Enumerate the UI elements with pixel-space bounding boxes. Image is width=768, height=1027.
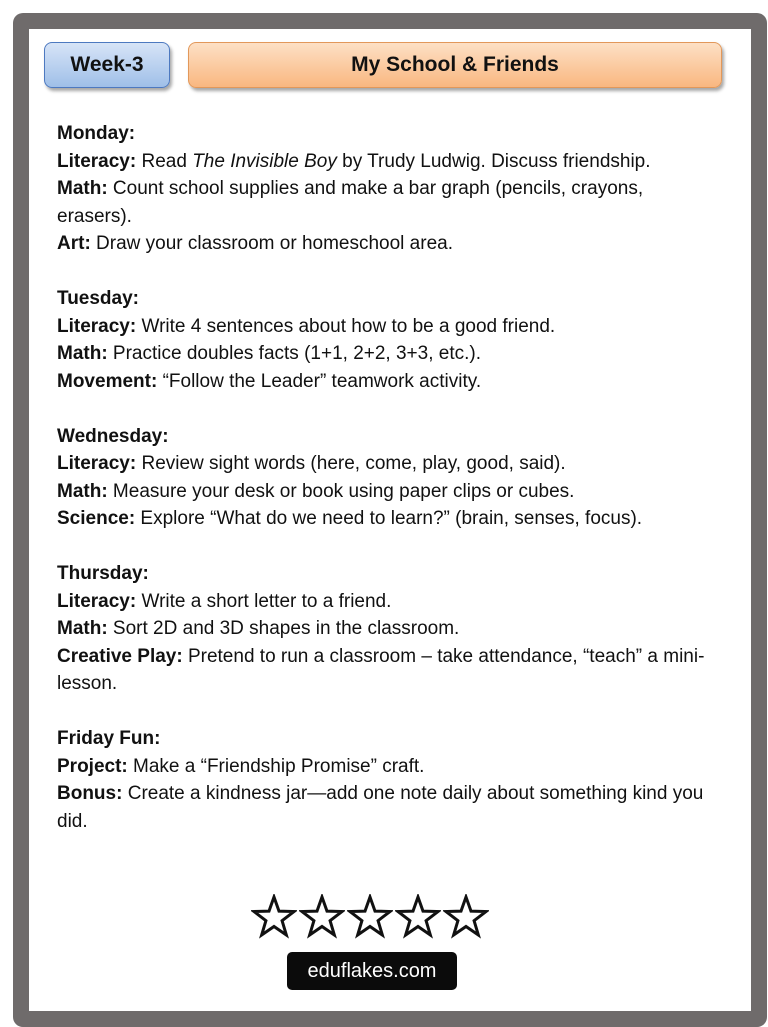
activity-text: Read — [136, 150, 193, 172]
site-url: eduflakes.com — [307, 959, 437, 982]
page-title: My School & Friends — [351, 53, 559, 76]
day-title: Tuesday: — [57, 288, 140, 309]
activity-item — [57, 148, 717, 176]
title-banner — [188, 42, 722, 88]
site-badge — [287, 952, 457, 990]
activity-label: Art: — [57, 233, 91, 254]
activity-item — [57, 588, 717, 616]
day-title: Friday Fun: — [57, 728, 161, 749]
activity-text: Explore “What do we need to learn?” (brain, senses, focus). — [135, 508, 643, 529]
activity-text: Create a kindness jar—add one note daily about something kind you did. — [57, 783, 704, 832]
activity-item — [57, 615, 717, 643]
star-outline-icon — [347, 894, 393, 940]
week-label: Week-3 — [70, 53, 144, 76]
weekly-plan — [57, 120, 717, 863]
activity-item — [57, 753, 717, 781]
activity-text: Count school supplies and make a bar graph (pencils, crayons, erasers). — [57, 178, 644, 227]
activity-label: Literacy: — [57, 590, 137, 612]
day-title: Thursday: — [57, 563, 149, 584]
activity-text: Pretend to run a classroom – take attendance, “teach” a mini-lesson. — [57, 645, 705, 694]
activity-item — [57, 313, 717, 341]
activity-label: Movement: — [57, 370, 158, 392]
star-outline-icon — [395, 894, 441, 940]
activity-text: Practice doubles facts (1+1, 2+2, 3+3, etc.). — [107, 343, 482, 364]
activity-item — [57, 643, 717, 698]
activity-item — [57, 780, 717, 835]
star-outline-icon — [443, 894, 489, 940]
day-wednesday — [57, 423, 717, 533]
activity-text: Write a short letter to a friend. — [136, 590, 392, 612]
activity-item — [57, 340, 717, 368]
activity-text: Sort 2D and 3D shapes in the classroom. — [107, 618, 460, 639]
week-badge — [44, 42, 170, 88]
day-friday — [57, 725, 717, 835]
activity-item — [57, 478, 717, 506]
day-thursday — [57, 560, 717, 698]
activity-label: Creative Play: — [57, 645, 183, 667]
day-monday — [57, 120, 717, 258]
activity-label: Math: — [57, 480, 108, 502]
activity-item — [57, 175, 717, 230]
activity-label: Math: — [57, 343, 108, 364]
book-title: The Invisible Boy — [192, 150, 337, 172]
star-outline-icon — [251, 894, 297, 940]
activity-text: Make a “Friendship Promise” craft. — [127, 755, 425, 777]
activity-label: Math: — [57, 618, 108, 639]
activity-text: by Trudy Ludwig. Discuss friendship. — [336, 150, 651, 172]
activity-text: “Follow the Leader” teamwork activity. — [157, 370, 482, 392]
activity-item — [57, 505, 717, 533]
activity-label: Science: — [57, 508, 136, 529]
activity-text: Review sight words (here, come, play, good, said). — [136, 453, 566, 474]
rating-stars — [0, 894, 740, 940]
activity-label: Math: — [57, 178, 108, 199]
activity-label: Literacy: — [57, 315, 137, 337]
activity-label: Bonus: — [57, 783, 123, 804]
activity-label: Project: — [57, 755, 128, 777]
activity-text: Measure your desk or book using paper clips or cubes. — [107, 480, 575, 502]
activity-item — [57, 450, 717, 478]
day-tuesday — [57, 285, 717, 395]
day-title: Monday: — [57, 123, 136, 144]
activity-label: Literacy: — [57, 453, 137, 474]
star-outline-icon — [299, 894, 345, 940]
activity-item — [57, 230, 717, 258]
activity-item — [57, 368, 717, 396]
activity-label: Literacy: — [57, 150, 137, 172]
activity-text: Write 4 sentences about how to be a good friend. — [136, 315, 556, 337]
day-title: Wednesday: — [57, 425, 169, 447]
activity-text: Draw your classroom or homeschool area. — [90, 233, 453, 254]
